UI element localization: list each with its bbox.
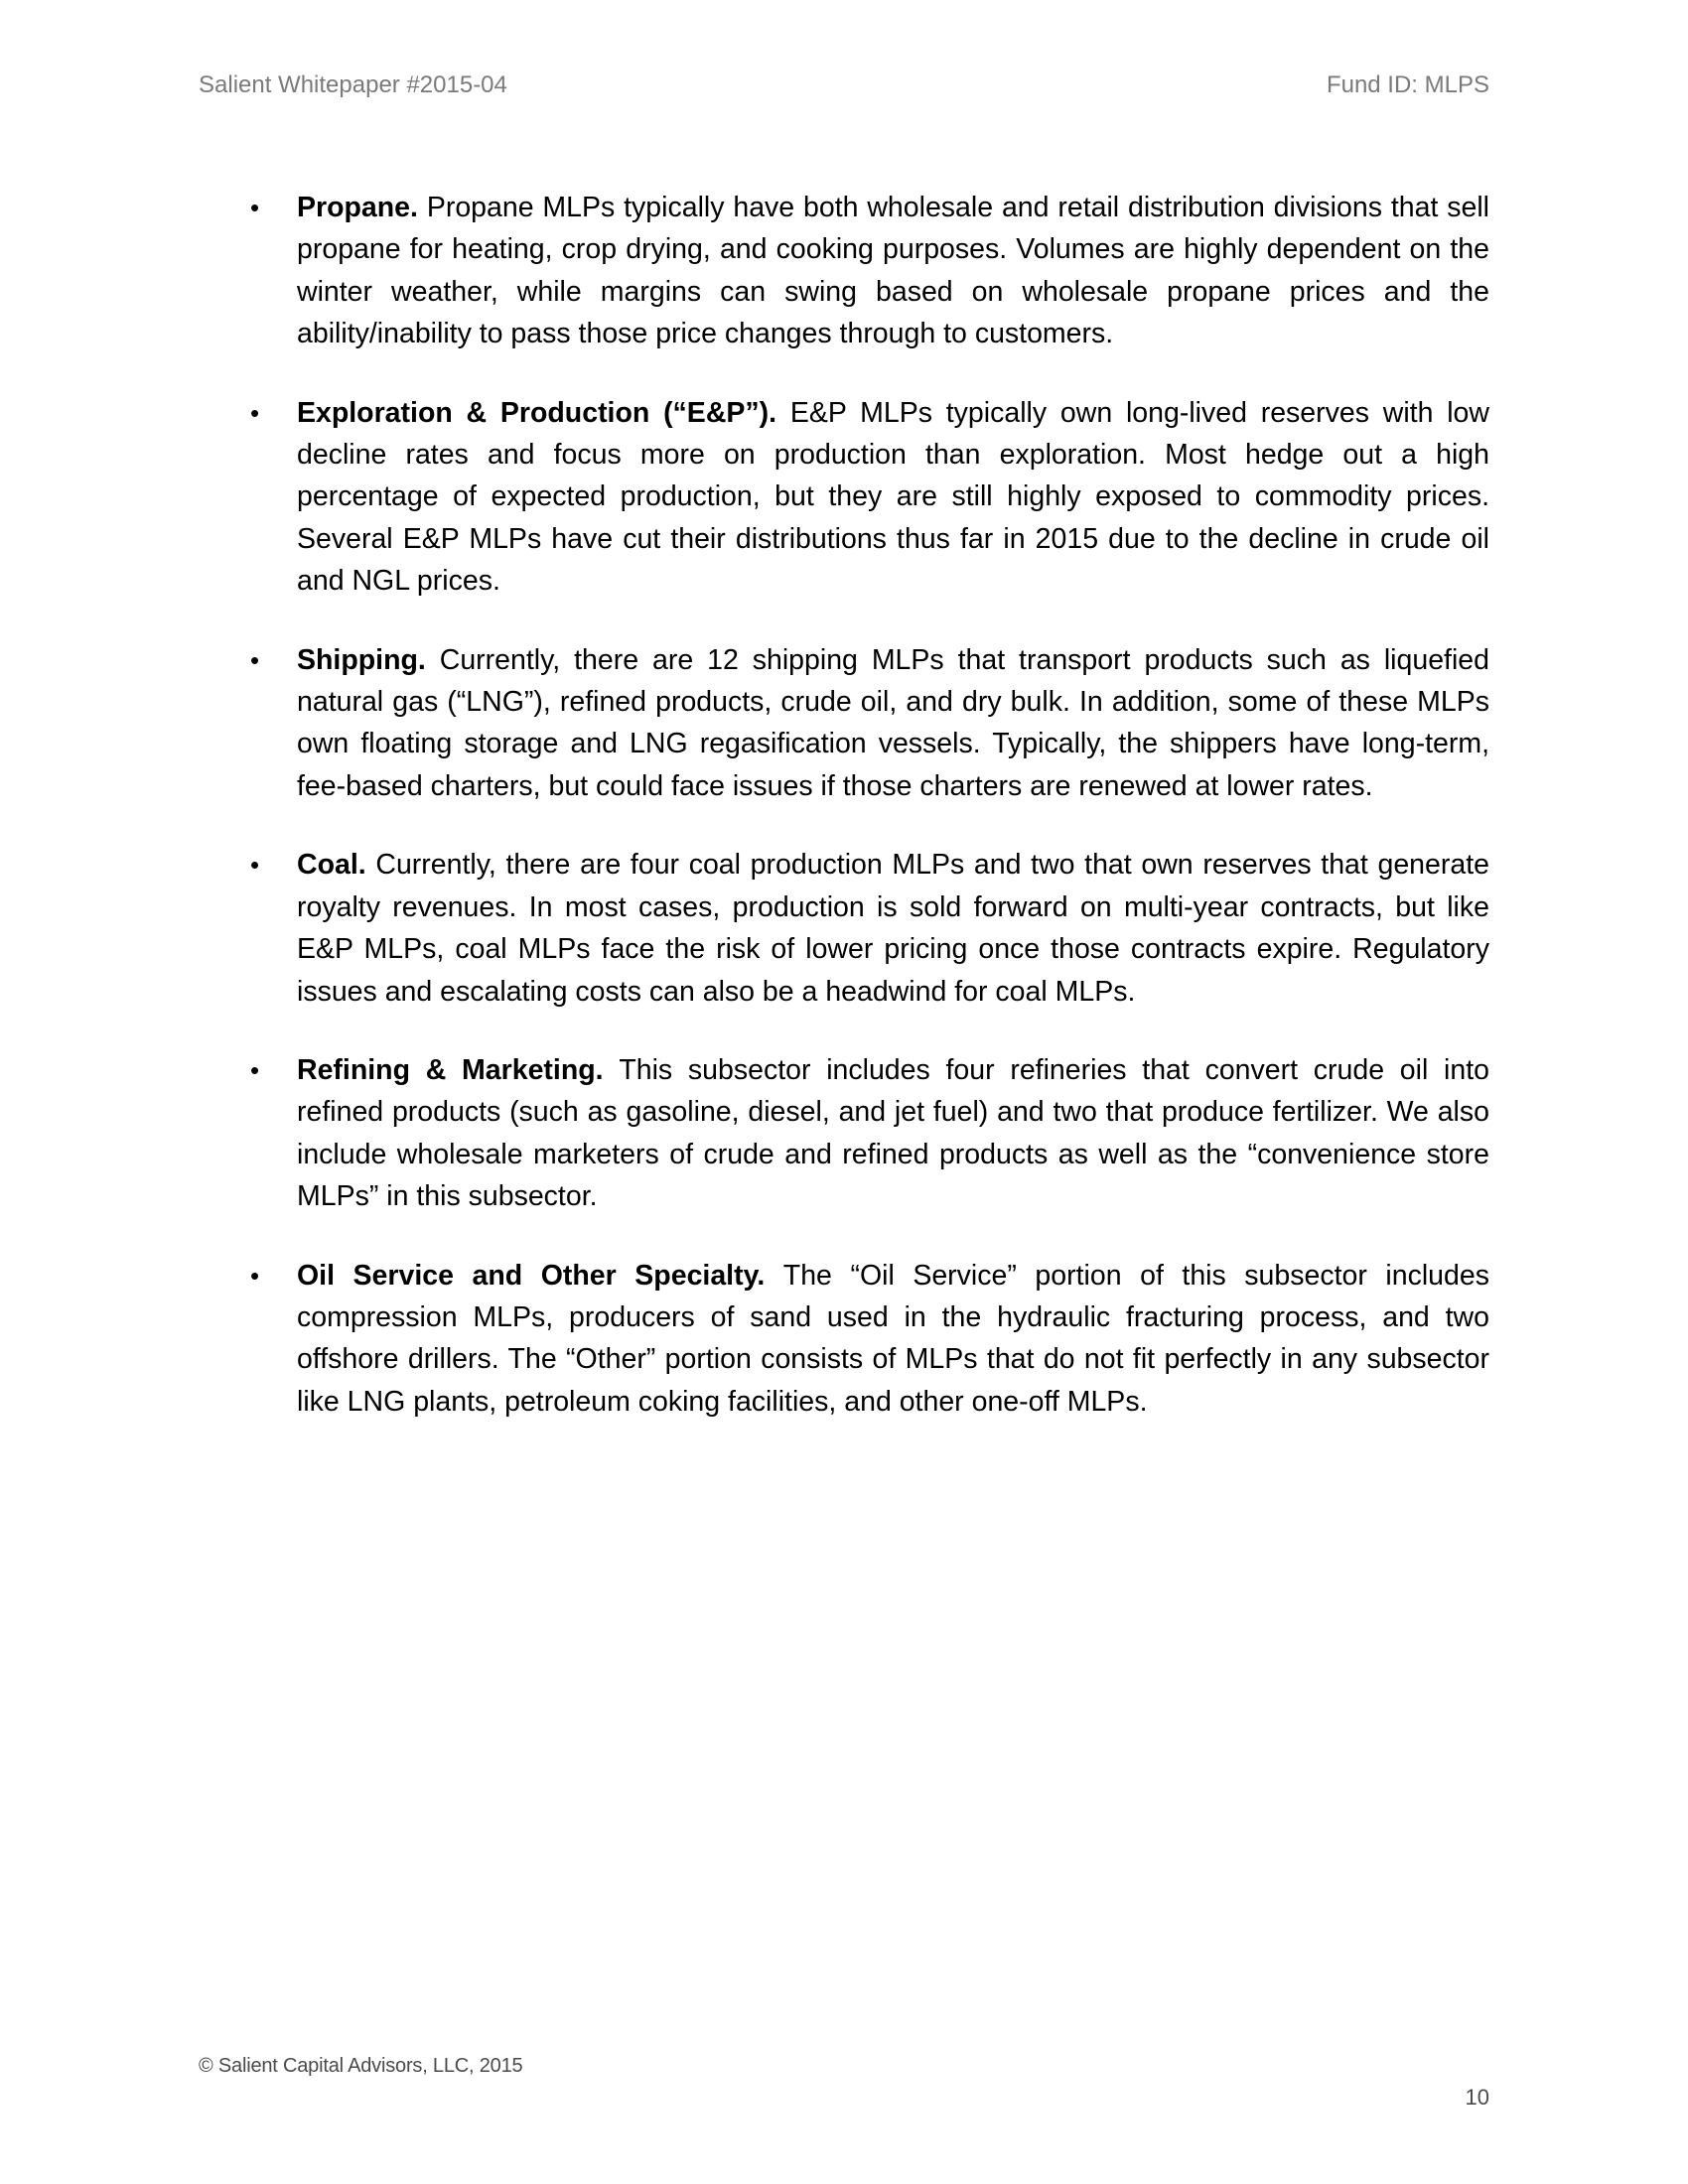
bullet-text: Currently, there are 12 shipping MLPs that transport products such as liquefied natural gas (“LNG”), refined products, crude oil, and dry bulk. In addition, some of these MLPs own floating storage and LNG regasification vessels. Typically, the shippers have long-term, fee-based charters, but could face issues if those charters are renewed at lower rates. [297, 643, 1490, 802]
bullet-term: Shipping. [297, 643, 440, 676]
bullet-item-shipping [250, 639, 1489, 808]
bullet-item-coal [250, 844, 1489, 1013]
header-document-title: Salient Whitepaper #2015-04 [199, 71, 507, 98]
bullet-item-exploration-production [250, 392, 1489, 603]
bullet-text: Propane MLPs typically have both wholesale and retail distribution divisions that sell propane for heating, crop drying, and cooking purposes. Volumes are highly dependent on the winter weather, while margins can swing based on wholesale propane prices and the ability/inability to pass those price changes through to customers. [297, 192, 1489, 350]
bullet-icon: • [250, 1054, 260, 1085]
header-fund-id: Fund ID: MLPS [1326, 71, 1489, 98]
bullet-item-propane [250, 187, 1489, 355]
page-header [199, 71, 1489, 105]
bullet-text: This subsector includes four refineries that convert crude oil into refined products (such as gasoline, diesel, and jet fuel) and two that produce fertilizer. We also include wholesale marketers of crude and refined products as well as the “convenience store MLPs” in this subsector. [297, 1053, 1489, 1213]
page-number: 10 [1465, 2085, 1489, 2110]
bullet-icon: • [250, 644, 260, 675]
bullet-item-oil-service [250, 1255, 1489, 1424]
bullet-term: Oil Service and Other Specialty. [297, 1259, 783, 1292]
bullet-text: E&P MLPs typically own long-lived reserves with low decline rates and focus more on production than exploration. Most hedge out a high percentage of expected production, but they are still highly exposed to commodity prices. Several E&P MLPs have cut their distributions thus far in 2015 due to the decline in crude oil and NGL prices. [297, 396, 1489, 598]
bullet-icon: • [250, 397, 260, 428]
bullet-text: The “Oil Service” portion of this subsector includes compression MLPs, producers of sand used in the hydraulic fracturing process, and two offshore drillers. The “Other” portion consists of MLPs that do not fit perfectly in any subsector like LNG plants, petroleum coking facilities, and other one-off MLPs. [297, 1259, 1489, 1418]
bullet-item-refining-marketing [250, 1049, 1489, 1218]
bullet-term: Propane. [297, 192, 427, 223]
bullet-text: Currently, there are four coal production MLPs and two that own reserves that generate royalty revenues. In most cases, production is sold forward on multi-year contracts, but like E&P MLPs, coal MLPs face the risk of lower pricing once those contracts expire. Regulatory issues and escalating costs can also be a headwind for coal MLPs. [297, 849, 1489, 1008]
bullet-list [250, 187, 1489, 1459]
bullet-icon: • [250, 850, 260, 881]
bullet-term: Coal. [297, 849, 376, 882]
footer-copyright: © Salient Capital Advisors, LLC, 2015 [199, 2055, 523, 2077]
bullet-term: Refining & Marketing. [297, 1053, 620, 1086]
bullet-icon: • [250, 1260, 260, 1291]
bullet-term: Exploration & Production (“E&P”). [297, 396, 790, 429]
bullet-icon: • [250, 193, 260, 222]
